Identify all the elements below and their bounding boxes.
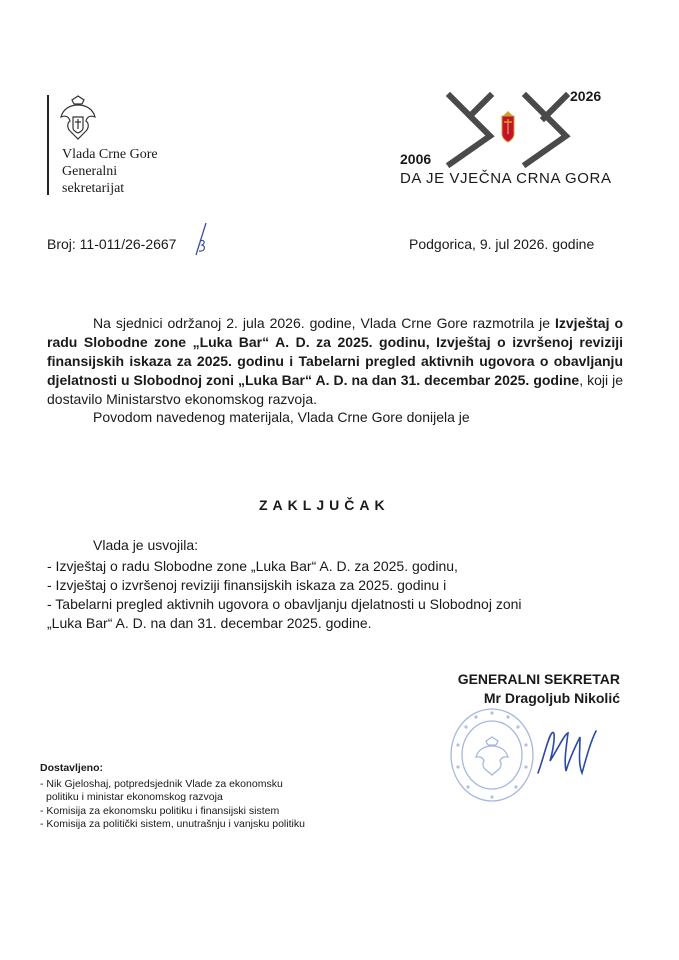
distribution-row: politiku i ministar ekonomskog razvoja <box>46 791 223 803</box>
conclusion-item: „Luka Bar“ A. D. na dan 31. decembar 2025. godine. <box>47 615 372 631</box>
org-line-1: Vlada Crne Gore <box>62 147 158 162</box>
distribution-title: Dostavljeno: <box>40 762 104 774</box>
distribution-list <box>40 762 305 832</box>
conclusion-item: - Izvještaj o radu Slobodne zone „Luka Bar“ A. D. za 2025. godinu, <box>47 558 458 574</box>
org-line-2: Generalni <box>62 164 118 179</box>
logo-emblem-icon <box>502 111 514 142</box>
document-number: Broj: 11-011/26-2667 <box>47 236 177 252</box>
logo-year-bottom: 2006 <box>400 151 432 167</box>
conclusion-item: - Tabelarni pregled aktivnih ugovora o obavljanju djelatnosti u Slobodnoj zoni <box>47 596 522 612</box>
conclusion-intro: Vlada je usvojila: <box>93 537 199 553</box>
body-text-end: , koji je dostavilo Ministarstvo ekonomskog razvoja. <box>47 372 624 407</box>
logo-slogan: DA JE VJEČNA CRNA GORA <box>400 170 612 187</box>
montenegro-coat-of-arms-icon <box>58 95 98 141</box>
body-paragraph <box>47 314 623 409</box>
official-stamp-icon <box>448 705 536 805</box>
logo-year-top: 2026 <box>570 88 602 104</box>
signatory-name: Mr Dragoljub Nikolić <box>483 690 620 706</box>
org-line-3: sekretarijat <box>62 181 125 196</box>
conclusion-list <box>47 536 637 633</box>
decision-intro: Povodom navedenog materijala, Vlada Crne Gore donijela je <box>93 409 470 425</box>
conclusion-heading: ZAKLJUČAK <box>259 497 390 513</box>
place-and-date: Podgorica, 9. jul 2026. godine <box>409 236 595 252</box>
distribution-row: - Nik Gjeloshaj, potpredsjednik Vlade za ekonomsku <box>40 777 283 790</box>
distribution-row: - Komisija za politički sistem, unutrašnju i vanjsku politiku <box>40 818 305 830</box>
signatory-title: GENERALNI SEKRETAR <box>457 671 620 687</box>
government-name <box>62 146 158 197</box>
handwritten-signature <box>530 727 602 777</box>
handwritten-suffix-mark <box>190 221 212 257</box>
signature-block <box>420 670 620 708</box>
body-text-intro: Na sjednici održanoj 2. jula 2026. godine, Vlada Crne Gore razmotrila je <box>93 315 555 331</box>
distribution-row: - Komisija za ekonomsku politiku i finansijski sistem <box>40 804 280 817</box>
conclusion-item: - Izvještaj o izvršenoj reviziji finansijskih iskaza za 2025. godinu i <box>47 577 447 593</box>
body-text-documents: Izvještaj o radu Slobodne zone „Luka Bar“ A. D. za 2025. godinu, Izvještaj o izvršenoj reviziji finansijskih iskaza za 2025. godinu i Tabelarni pregled aktivnih ugovora o obavljanju djelatnosti u Slobodnoj zoni „Luka Bar“ A. D. na dan 31. decembar 2025. godine <box>47 315 623 388</box>
header-divider-line <box>47 95 49 195</box>
